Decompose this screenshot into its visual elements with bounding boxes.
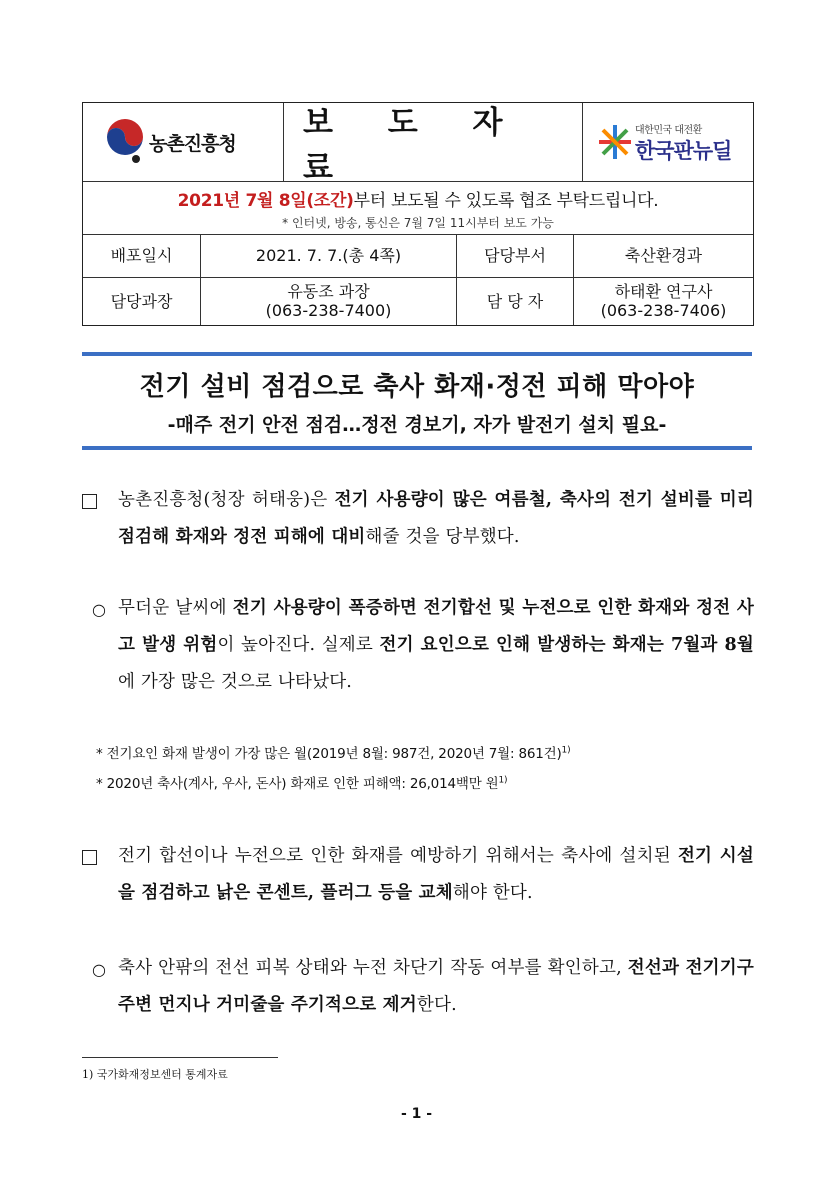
circle-bullet-icon: ○ [92,600,106,619]
taegeuk-emblem-icon [103,119,147,165]
manager-info [201,277,457,325]
checkbox-bullet-icon [82,850,97,865]
embargo-date: 2021년 7월 8일(조간) [177,191,354,211]
embargo-text: 부터 보도될 수 있도록 협조 부탁드립니다. [353,191,659,211]
contact-info [574,277,753,325]
p4-text-bold: 전선과 전기기구 주변 먼지나 거미줄을 주기적으로 제거 [118,958,754,1015]
manager-label: 담당과장 [83,277,201,325]
embargo-notice [83,186,753,211]
footnote: 1) 국가화재정보센터 통계자료 [82,1068,228,1081]
manager-phone: (063-238-7400) [265,301,392,320]
embargo-note: * 인터넷, 방송, 통신은 7월 7일 11시부터 보도 가능 [282,216,554,230]
p3-text-c: 해야 한다. [452,883,533,903]
contact-label: 담 당 자 [457,277,574,325]
p1-text-a: 농촌진흥청(청장 허태웅)은 [118,490,335,510]
note-2-text: 2020년 축사(계사, 우사, 돈사) 화재로 인한 피해액: 26,014백만 원 [106,776,499,792]
header-title-row [83,103,753,186]
p2-text-bold-2: 전기 요인으로 인해 발생하는 화재는 7월과 8월 [379,635,754,655]
title-rule-bottom [82,446,752,450]
note-2: * 2020년 축사(계사, 우사, 돈사) 화재로 인한 피해액: 26,014백만 원$^{1)}$ [96,775,508,792]
newdeal-name: 한국판뉴딜 [635,139,732,163]
p3-text-bold: 전기 시설을 점검하고 낡은 콘센트, 플러그 등을 교체 [118,846,754,903]
agency-logo [83,103,284,181]
doc-title: 보 도 자 료 [283,103,583,181]
p2-text-e: 에 가장 많은 것으로 나타났다. [118,672,353,692]
p4-text-c: 한다. [416,995,457,1015]
p3-text-a: 전기 합선이나 누전으로 인한 화재를 예방하기 위해서는 축사에 설치된 [118,846,678,866]
p1-text-bold: 전기 사용량이 많은 여름철, 축사의 전기 설비를 미리 점검해 화재와 정전 피해에 대비 [118,490,754,547]
p4-text-a: 축사 안팎의 전선 피복 상태와 누전 차단기 작동 여부를 확인하고, [118,958,628,978]
release-value: 2021. 7. 7.(총 4쪽) [201,234,457,277]
circle-bullet-icon: ○ [92,960,106,979]
paragraph-1 [118,482,754,556]
title-rule-top [82,352,752,356]
p1-text-c: 해줄 것을 당부했다. [365,527,520,547]
paragraph-3 [118,838,754,912]
checkbox-bullet-icon [82,494,97,509]
note-2-sup: 1) [498,775,508,786]
contact-row [83,277,753,325]
newdeal-tagline: 대한민국 대전환 [635,125,702,136]
agency-name: 농촌진흥청 [149,133,236,155]
dept-label: 담당부서 [457,234,574,277]
page-number: - 1 - [400,1106,433,1122]
note-1-sup: 1) [561,745,571,756]
p2-text-a: 무더운 날씨에 [118,598,233,618]
contact-name: 하태환 연구사 [614,282,713,301]
embargo-row [83,181,753,235]
paragraph-4 [118,950,754,1024]
footnote-rule [82,1057,278,1058]
subheadline: -매주 전기 안전 점검…정전 경보기, 자가 발전기 설치 필요- [167,414,667,436]
release-label: 배포일시 [83,234,201,277]
headline: 전기 설비 점검으로 축사 화재·정전 피해 막아야 [139,372,695,402]
release-row [83,234,753,278]
press-header-table [82,102,754,326]
p2-text-c: 이 높아진다. 실제로 [217,635,380,655]
manager-name: 유동조 과장 [287,282,370,301]
p2-text-bold-1: 전기 사용량이 폭증하면 전기합선 및 누전으로 인한 화재와 정전 사고 발생 위험 [118,598,755,655]
newdeal-logo [583,103,753,181]
note-1-text: 전기요인 화재 발생이 가장 많은 월(2019년 8월: 987건, 2020년 7월: 861건) [106,746,562,762]
contact-phone: (063-238-7406) [600,301,727,320]
note-1: * 전기요인 화재 발생이 가장 많은 월(2019년 8월: 987건, 2020년 7월: 861건)$^{1)}$ [96,745,571,762]
dept-value: 축산환경과 [624,246,703,265]
paragraph-2 [118,590,754,701]
newdeal-star-icon [597,123,633,161]
